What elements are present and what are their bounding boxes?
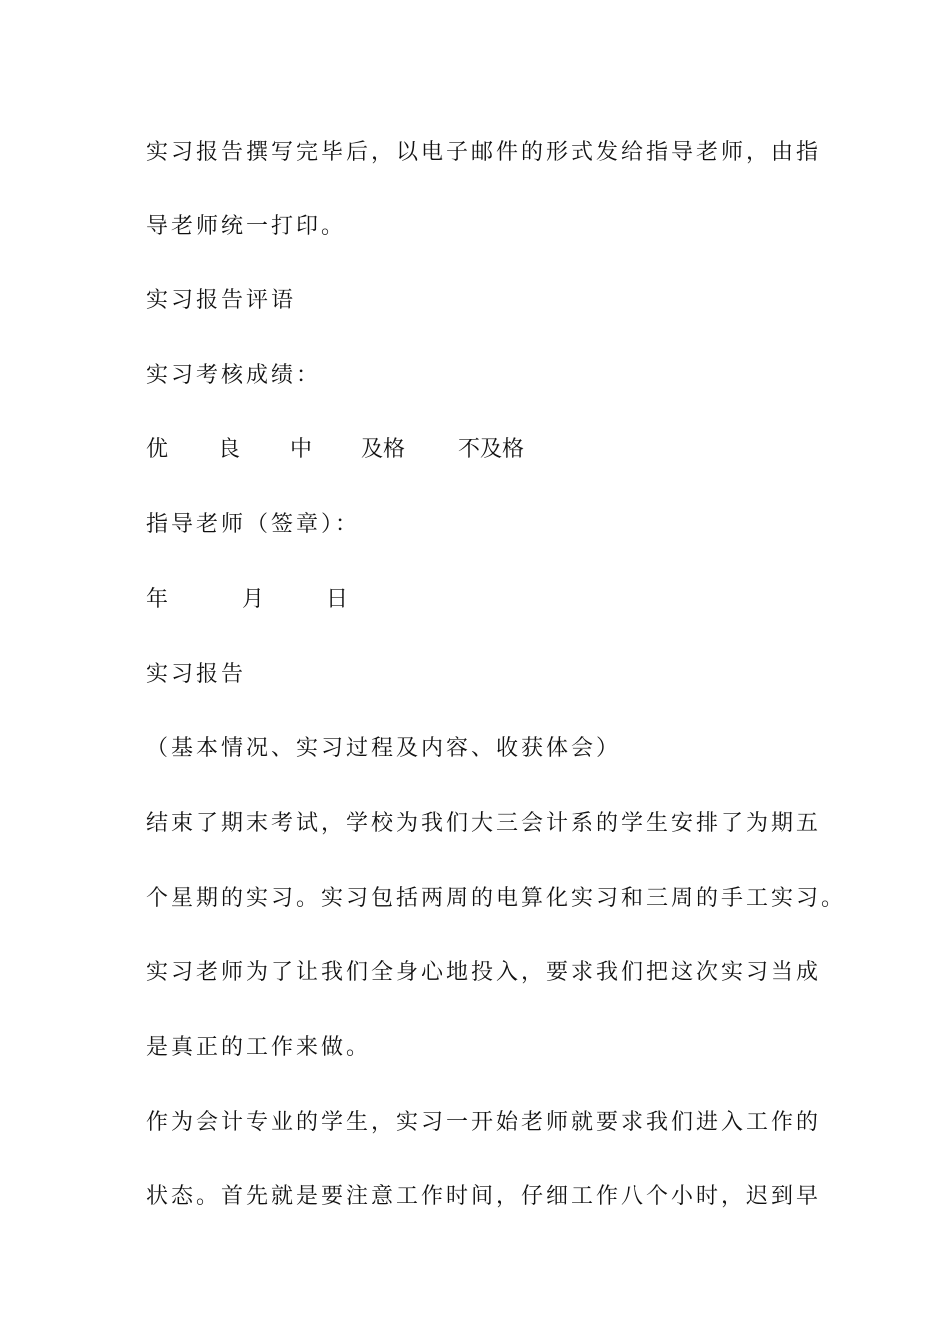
grade-option-fail: 不及格 (458, 437, 525, 462)
paragraph-line: 状态。首先就是要注意工作时间，仔细工作八个小时，迟到早 (146, 1184, 822, 1209)
paragraph-line: 结束了期末考试，学校为我们大三会计系的学生安排了为期五 (146, 811, 822, 836)
paragraph-line: 是真正的工作来做。 (146, 1035, 372, 1060)
date-year: 年 (146, 587, 169, 612)
paragraph-line: 作为会计专业的学生，实习一开始老师就要求我们进入工作的 (146, 1110, 822, 1135)
paragraph-line: 导老师统一打印。 (146, 214, 347, 239)
grade-option-pass: 及格 (361, 437, 406, 462)
grade-option-medium: 中 (290, 437, 313, 462)
date-day: 日 (326, 587, 349, 612)
signature-label: 指导老师（签章）： (146, 512, 361, 537)
assessment-label: 实习考核成绩： (146, 363, 322, 388)
section-heading-report: 实习报告 (146, 662, 247, 687)
paragraph-line: 实习老师为了让我们全身心地投入，要求我们把这次实习当成 (146, 960, 822, 985)
paragraph-line: 个星期的实习。实习包括两周的电算化实习和三周的手工实习。 (146, 886, 847, 911)
section-heading-comments: 实习报告评语 (146, 288, 297, 313)
grade-option-excellent: 优 (146, 437, 169, 462)
date-month: 月 (242, 587, 265, 612)
grade-option-good: 良 (218, 437, 241, 462)
paragraph-line: 实习报告撰写完毕后，以电子邮件的形式发给指导老师，由指 (146, 140, 822, 165)
report-subtitle: （基本情况、实习过程及内容、收获体会） (146, 736, 622, 761)
